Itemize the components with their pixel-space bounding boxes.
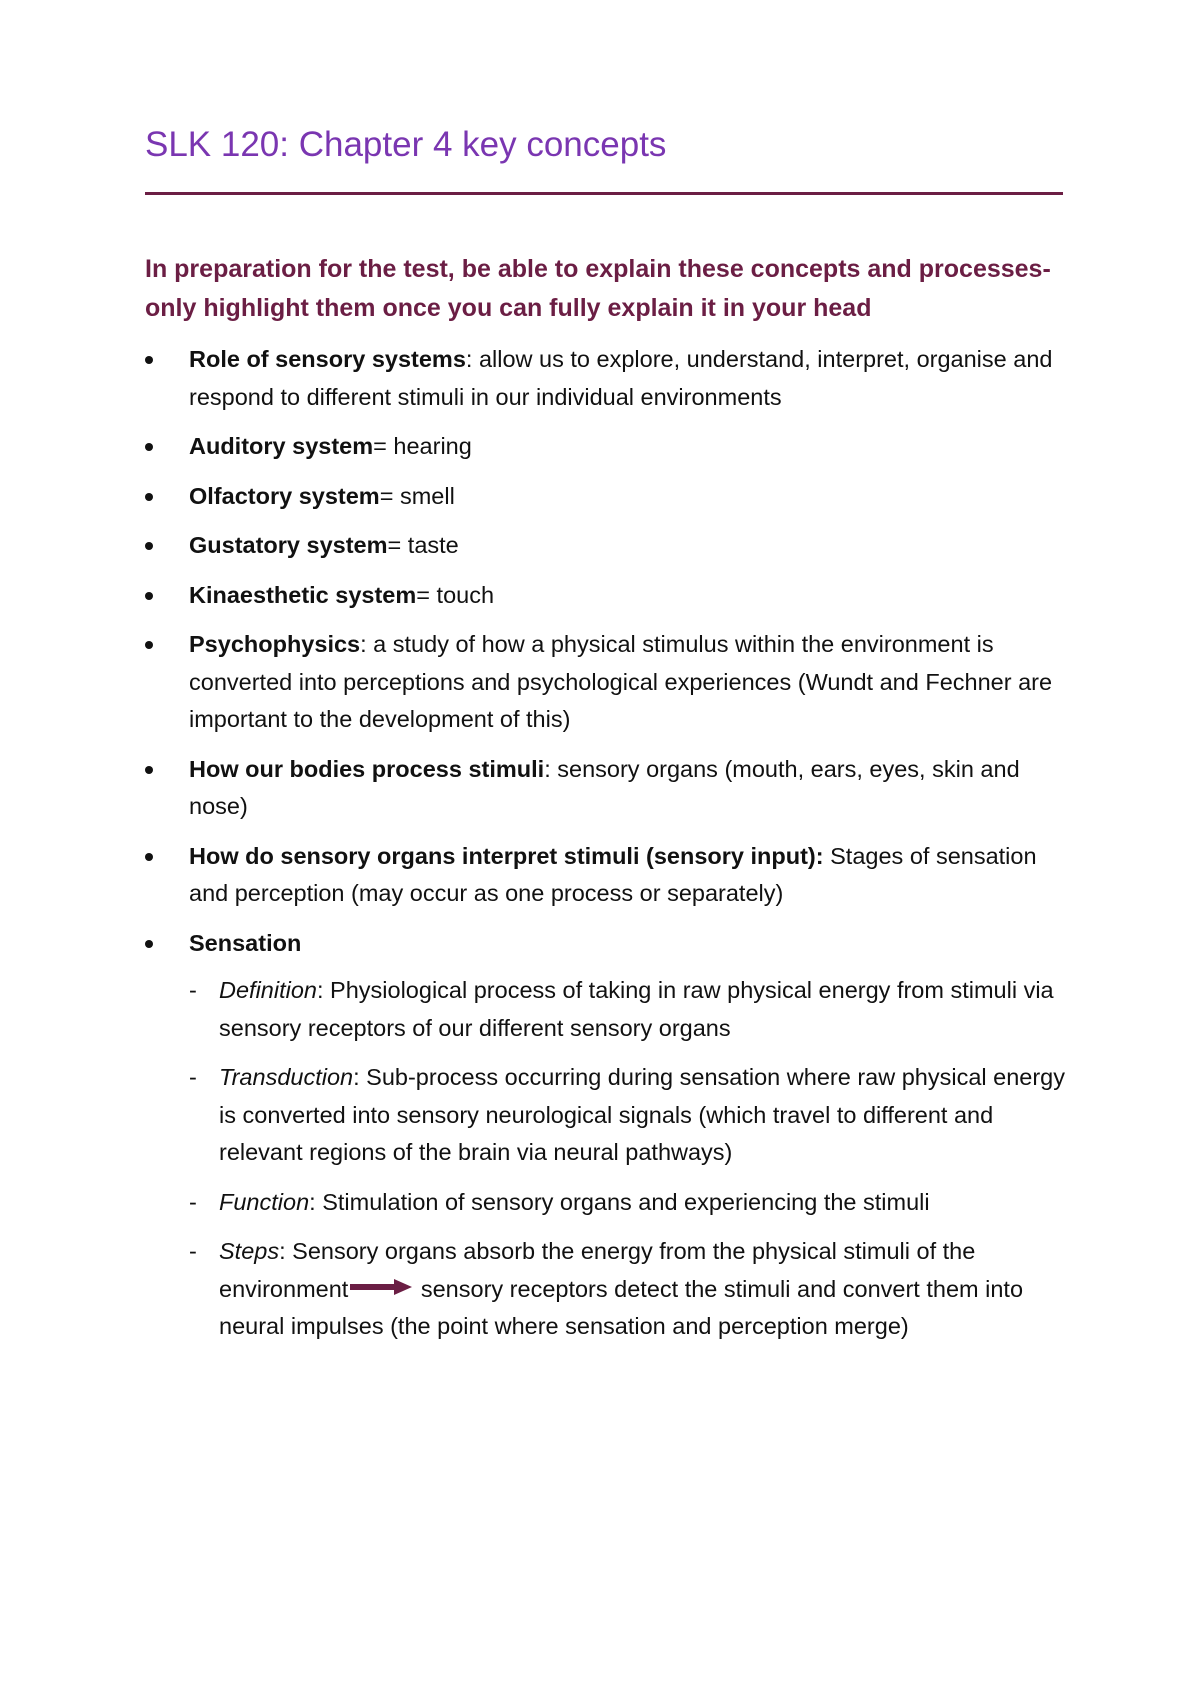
term-separator: = xyxy=(379,482,400,509)
term-separator: = xyxy=(387,532,408,558)
term-separator: : xyxy=(465,346,479,372)
list-item-gustatory-system xyxy=(145,527,1075,565)
concept-description: Stages of sensation and perception (may occur as one process or separately) xyxy=(189,842,1037,906)
sub-term: Transduction xyxy=(219,1064,354,1090)
concept-description: sensory organs (mouth, ears, eyes, skin and nose) xyxy=(189,755,1020,819)
title-divider xyxy=(145,192,1063,195)
concept-term: Gustatory system xyxy=(189,532,388,558)
bullet-icon xyxy=(145,443,153,451)
dash-marker: - xyxy=(189,1238,197,1264)
concept-term: Auditory system xyxy=(189,433,374,459)
concept-description: allow us to explore, understand, interpret, organise and respond to different stimuli in our individual environments xyxy=(189,346,1053,410)
concept-term: Psychophysics xyxy=(189,631,361,657)
dash-marker: - xyxy=(189,977,197,1003)
right-arrow-icon xyxy=(350,1278,412,1296)
concept-description: taste xyxy=(407,532,459,558)
bullet-icon xyxy=(145,641,153,649)
concept-term: Olfactory system xyxy=(189,482,380,509)
sensation-sub-list xyxy=(189,972,1075,1346)
list-item-sensation xyxy=(145,925,1075,1346)
term-separator: = xyxy=(373,433,394,459)
list-item-process-stimuli xyxy=(145,751,1075,826)
concept-description: touch xyxy=(436,581,495,608)
concept-term: How our bodies process stimuli xyxy=(189,755,545,782)
list-item-role-of-sensory-systems xyxy=(145,341,1075,416)
list-item-kinaesthetic-system xyxy=(145,577,1075,615)
sub-description: Stimulation of sensory organs and experiencing the stimuli xyxy=(322,1188,930,1215)
concept-description: smell xyxy=(399,482,455,509)
list-item-auditory-system xyxy=(145,428,1075,466)
bullet-icon xyxy=(145,356,153,364)
term-separator: : xyxy=(279,1238,293,1264)
sub-item-definition xyxy=(189,972,1075,1047)
bullet-icon xyxy=(145,766,153,774)
sub-term: Steps xyxy=(219,1238,280,1264)
steps-text-after-arrow: sensory receptors detect the stimuli and convert them into neural impulses (the point where sensation and perception merge) xyxy=(219,1275,1024,1339)
dash-marker: - xyxy=(189,1064,197,1090)
sub-term: Function xyxy=(219,1188,310,1215)
sub-item-function xyxy=(189,1184,1075,1222)
page-title: SLK 120: Chapter 4 key concepts xyxy=(145,125,667,164)
steps-text-before-arrow: Sensory organs absorb the energy from the physical stimuli of the environment xyxy=(219,1238,976,1302)
concept-list xyxy=(145,341,1075,1358)
term-separator: : xyxy=(360,631,374,657)
intro-instruction: In preparation for the test, be able to explain these concepts and processes- only highlight them once you can fully explain it in your head xyxy=(145,255,1051,322)
sub-description: Sub-process occurring during sensation where raw physical energy is converted into sensory neurological signals (which travel to different and relevant regions of the brain via neural pathways) xyxy=(219,1064,1065,1165)
bullet-icon xyxy=(145,542,153,550)
bullet-icon xyxy=(145,493,153,501)
concept-description: hearing xyxy=(393,433,472,459)
sub-description: Physiological process of taking in raw physical energy from stimuli via sensory receptors of our different sensory organs xyxy=(219,977,1054,1041)
list-item-psychophysics xyxy=(145,626,1075,739)
sub-item-transduction xyxy=(189,1059,1075,1172)
term-separator: = xyxy=(416,581,437,608)
concept-term: Role of sensory systems xyxy=(189,346,466,372)
dash-marker: - xyxy=(189,1188,197,1215)
term-separator: : xyxy=(309,1188,323,1215)
concept-term: Kinaesthetic system xyxy=(189,581,417,608)
concept-term: How do sensory organs interpret stimuli (sensory input): xyxy=(189,842,824,869)
term-separator: : xyxy=(353,1064,367,1090)
sub-item-steps xyxy=(189,1233,1075,1346)
term-separator: : xyxy=(316,977,331,1003)
bullet-icon xyxy=(145,940,153,948)
sensation-heading: Sensation xyxy=(189,929,302,956)
bullet-icon xyxy=(145,592,153,600)
term-separator: : xyxy=(544,755,558,782)
sub-term: Definition xyxy=(219,977,317,1003)
list-item-interpret-stimuli xyxy=(145,838,1075,913)
concept-description: a study of how a physical stimulus within the environment is converted into perceptions and psychological experiences (Wundt and Fechner are important to the development of this) xyxy=(189,631,1053,732)
list-item-olfactory-system xyxy=(145,478,1075,516)
bullet-icon xyxy=(145,853,153,861)
